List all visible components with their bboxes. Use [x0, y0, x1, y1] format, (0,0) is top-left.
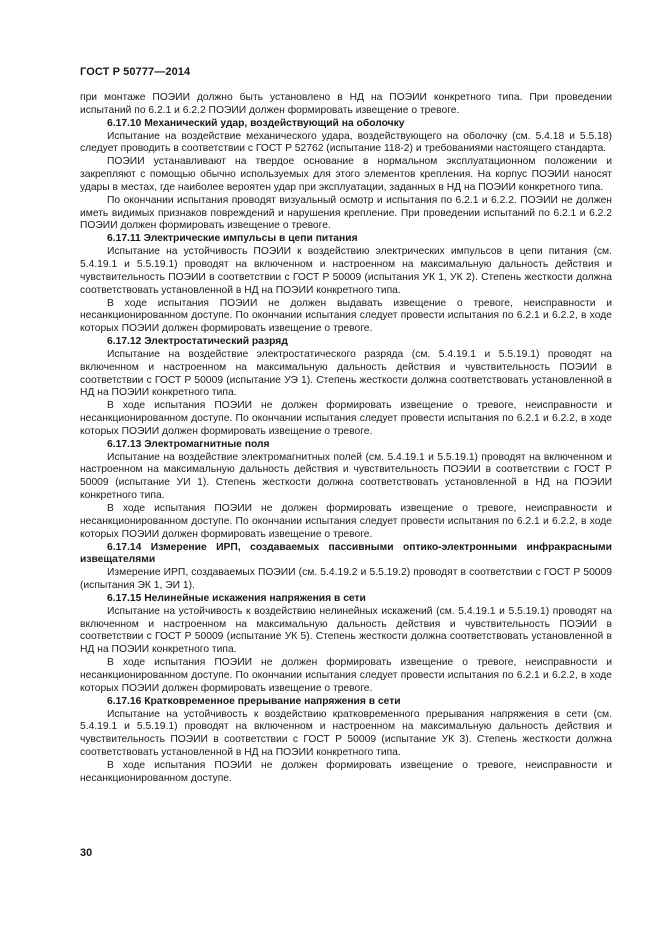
paragraph: В ходе испытания ПОЭИИ не должен выдавать извещение о тревоге, неисправности и несанкционированном доступе. По окончании испытания следует провести испытания по 6.2.1 и 6.2.2, в ходе которых ПОЭИИ должен формировать извещение о тревоге.: [80, 297, 612, 335]
section-heading-6-17-16: 6.17.16 Кратковременное прерывание напряжения в сети: [107, 695, 401, 707]
paragraph: Измерение ИРП, создаваемых ПОЭИИ (см. 5.4.19.2 и 5.5.19.2) проводят в соответствии с ГОСТ Р 50009 (испытания ЭК 1, ЭИ 1).: [80, 567, 612, 592]
paragraph: при монтаже ПОЭИИ должно быть установлено в НД на ПОЭИИ конкретного типа. При проведении испытаний по 6.2.1 и 6.2.2 ПОЭИИ должен формировать извещение о тревоге.: [80, 92, 612, 116]
paragraph: Испытание на воздействие электромагнитных полей (см. 5.4.19.1 и 5.5.19.1) проводят на включенном и настроенном на максимальную дальность действия и чувствительность ПОЭИИ в соответствии с ГОСТ Р 50009 (испытание УИ 1). Степень жесткости должна соответствовать установленной в НД на ПОЭИИ конкретного типа.: [80, 451, 612, 502]
paragraph: Испытание на устойчивость к воздействию нелинейных искажений (см. 5.4.19.1 и 5.5.19.1) проводят на включенном и настроенном на максимальную дальность действия и чувствительность ПОЭИИ в соответствии с ГОСТ Р 50009 (испытание УК 5). Степень жесткости должна соответствовать установленной в НД на ПОЭИИ конкретного типа.: [80, 605, 612, 656]
paragraph: Испытание на воздействие электростатического разряда (см. 5.4.19.1 и 5.5.19.1) проводят на включенном и настроенном на максимальную дальность действия и чувствительность ПОЭИИ в соответствии с ГОСТ Р 50009 (испытание УЭ 1). Степень жесткости должна соответствовать установленной в НД на ПОЭИИ конкретного типа.: [80, 348, 612, 399]
paragraph: В ходе испытания ПОЭИИ не должен формировать извещение о тревоге, неисправности и несанкционированном доступе. По окончании испытания следует провести испытания по 6.2.1 и 6.2.2, в ходе которых ПОЭИИ должен формировать извещение о тревоге.: [80, 400, 612, 437]
section-heading-6-17-10: 6.17.10 Механический удар, воздействующий на оболочку: [107, 117, 405, 129]
paragraph: По окончании испытания проводят визуальный осмотр и испытания по 6.2.1 и 6.2.2. ПОЭИИ не должен иметь видимых признаков повреждений и нарушения крепление. При проведении испытаний по 6.2.1 и 6.2.2 ПОЭИИ должен формировать извещение о тревоге.: [80, 194, 612, 232]
document-header: ГОСТ Р 50777—2014: [80, 66, 191, 78]
document-body: [80, 92, 612, 786]
section-heading-6-17-15: 6.17.15 Нелинейные искажения напряжения в сети: [107, 592, 366, 604]
paragraph: Испытание на устойчивость ПОЭИИ к воздействию электрических импульсов в цепи питания (см. 5.4.19.1 и 5.5.19.1) проводят на включенном и настроенном на максимальную дальность действия и чувствительность ПОЭИИ в соответствии с ГОСТ Р 50009 (испытания УК 1, УК 2). Степень жесткости должна соответствовать установленной в НД на ПОЭИИ конкретного типа.: [80, 246, 612, 296]
paragraph: Испытание на воздействие механического удара, воздействующего на оболочку (см. 5.4.18 и 5.5.18) следует проводить в соответствии с ГОСТ Р 52762 (испытание 118-2) и требованиями настоящего стандарта.: [80, 130, 612, 155]
section-heading-6-17-11: 6.17.11 Электрические импульсы в цепи питания: [107, 233, 358, 245]
paragraph: В ходе испытания ПОЭИИ не должен формировать извещение о тревоге, неисправности и несанкционированном доступе. По окончании испытания следует провести испытания по 6.2.1 и 6.2.2, в ходе которых ПОЭИИ должен формировать извещение о тревоге.: [80, 657, 612, 694]
paragraph: Испытание на устойчивость к воздействию кратковременного прерывания напряжения в сети (см. 5.4.19.1 и 5.5.19.1) проводят на включенном и настроенном на максимальную дальность действия и чувствительность ПОЭИИ в соответствии с ГОСТ Р 50009 (испытание УК 3). Степень жесткости должна соответствовать установленной в НД на ПОЭИИ конкретного типа.: [80, 708, 612, 759]
page-number: 30: [80, 847, 93, 859]
paragraph: В ходе испытания ПОЭИИ не должен формировать извещение о тревоге, неисправности и несанкционированном доступе. По окончании испытания следует провести испытания по 6.2.1 и 6.2.2, в ходе которых ПОЭИИ должен формировать извещение о тревоге.: [80, 503, 612, 540]
paragraph: В ходе испытания ПОЭИИ не должен формировать извещение о тревоге, неисправности и несанкционированном доступе.: [80, 759, 612, 784]
section-heading-6-17-14: 6.17.14 Измерение ИРП, создаваемых пассивными оптико-электронными инфракрасными извещателями: [80, 541, 612, 566]
paragraph: ПОЭИИ устанавливают на твердое основание в нормальном эксплуатационном положении и закрепляют с помощью обычно используемых для этого элементов крепления. На корпус ПОЭИИ наносят удары в местах, где наиболее вероятен удар при эксплуатации, заданных в НД на ПОЭИИ конкретного типа.: [80, 156, 612, 193]
section-heading-6-17-13: 6.17.13 Электромагнитные поля: [107, 438, 270, 450]
section-heading-6-17-12: 6.17.12 Электростатический разряд: [107, 336, 288, 348]
